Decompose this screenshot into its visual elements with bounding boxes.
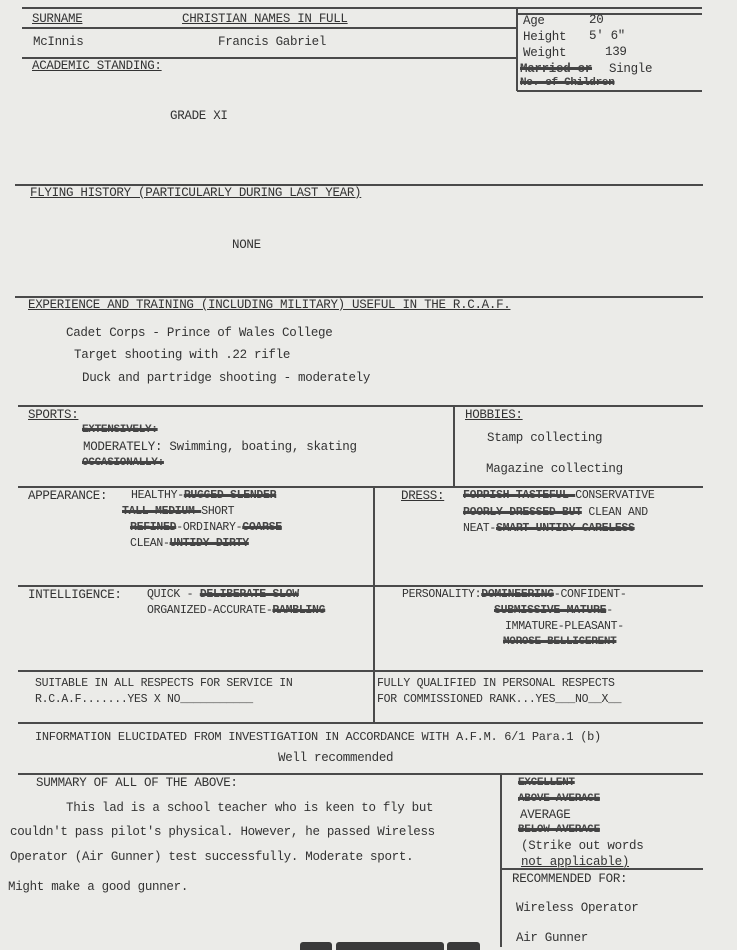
experience-line: Duck and partridge shooting - moderately: [82, 371, 371, 385]
surname-label: SURNAME: [32, 12, 83, 26]
struck-text: DELIBERATE-SLOW: [199, 588, 299, 601]
rule: [18, 670, 703, 672]
flying-value: NONE: [232, 238, 261, 252]
appearance-label: APPEARANCE:: [28, 489, 108, 503]
suitable-line-2: R.C.A.F.......YES X NO___________: [35, 693, 253, 706]
rule: [500, 774, 502, 947]
academic-value: GRADE XI: [170, 109, 228, 123]
dress-line-2: [463, 506, 648, 519]
struck-text: COARSE: [242, 521, 282, 534]
appearance-line-3: [130, 521, 282, 534]
personality-line-2: [494, 604, 613, 617]
recommended-label: RECOMMENDED FOR:: [512, 872, 628, 886]
appearance-line-1: [131, 489, 276, 502]
qualified-line-1: FULLY QUALIFIED IN PERSONAL RESPECTS: [377, 677, 615, 690]
personality-line-4-struck: MOROSE-BELLIGERENT: [503, 636, 617, 648]
age-value: 20: [589, 13, 604, 27]
experience-line: Cadet Corps - Prince of Wales College: [66, 326, 333, 340]
rating-above-average-struck: ABOVE AVERAGE: [518, 793, 600, 805]
christian-names-value: Francis Gabriel: [218, 35, 327, 49]
viewer-toolbar-button[interactable]: [336, 942, 444, 950]
rule: [18, 585, 703, 587]
rule: [517, 13, 702, 15]
personality-line-3: IMMATURE-PLEASANT-: [505, 620, 624, 633]
struck-text: DOMINEERING: [481, 588, 554, 601]
struck-text: UNTIDY-DIRTY: [169, 537, 249, 550]
rating-average: AVERAGE: [520, 808, 571, 822]
dress-label: DRESS:: [401, 489, 445, 503]
struck-text: POORLY DRESSED BUT: [463, 506, 582, 519]
summary-line: couldn't pass pilot's physical. However, he passed Wireless: [10, 825, 435, 839]
struck-text: RUGGED-SLENDER: [183, 489, 277, 502]
sports-occasionally-struck: OCCASIONALLY:: [82, 457, 164, 469]
rating-below-average-struck: BELOW AVERAGE: [518, 824, 600, 836]
children-struck: No. of Children: [520, 77, 615, 89]
rule: [18, 405, 703, 407]
sports-moderately: MODERATELY: Swimming, boating, skating: [83, 440, 357, 454]
personality-line-1: [402, 588, 626, 601]
suitable-line-1: SUITABLE IN ALL RESPECTS FOR SERVICE IN: [35, 677, 293, 690]
sports-extensively-struck: EXTENSIVELY:: [82, 424, 158, 436]
intelligence-organized: ORGANIZED-ACCURATE-: [147, 604, 273, 617]
rating-note: not applicable): [521, 855, 630, 869]
appearance-clean: CLEAN-: [130, 537, 170, 550]
summary-line: Operator (Air Gunner) test successfully. Moderate sport.: [10, 850, 414, 864]
surname-value: McInnis: [33, 35, 84, 49]
hobby-item: Magazine collecting: [486, 462, 623, 476]
recommended-item: Wireless Operator: [516, 901, 639, 915]
rule: [18, 773, 703, 775]
rating-note: (Strike out words: [521, 839, 644, 853]
rule: [517, 90, 702, 92]
recommended-item: Air Gunner: [516, 931, 589, 945]
rule: [18, 722, 703, 724]
appearance-ordinary: -ORDINARY-: [176, 521, 243, 534]
christian-names-label: CHRISTIAN NAMES IN FULL: [182, 12, 348, 26]
weight-value: 139: [605, 45, 627, 59]
weight-label: Weight: [523, 46, 567, 60]
investigation-label: INFORMATION ELUCIDATED FROM INVESTIGATION IN ACCORDANCE WITH A.F.M. 6/1 Para.1 (b): [35, 730, 601, 744]
qualified-line-2: FOR COMMISSIONED RANK...YES___NO__X__: [377, 693, 622, 706]
dress-line-1: [463, 489, 654, 502]
flying-label: FLYING HISTORY (PARTICULARLY DURING LAST YEAR): [30, 186, 362, 200]
appearance-line-4: [130, 537, 249, 550]
struck-text: FOPPISH-TASTEFUL-: [463, 489, 576, 502]
investigation-value: Well recommended: [278, 751, 394, 765]
height-label: Height: [523, 30, 567, 44]
rule: [516, 7, 518, 91]
struck-text: TALL-MEDIUM-: [122, 505, 202, 518]
personality-dash: -: [606, 604, 613, 617]
age-label: Age: [523, 14, 545, 28]
dress-neat: NEAT-: [463, 522, 497, 535]
appearance-short: SHORT: [201, 505, 235, 518]
summary-label: SUMMARY OF ALL OF THE ABOVE:: [36, 776, 238, 790]
married-struck: Married or: [520, 62, 593, 76]
struck-text: REFINED: [130, 521, 177, 534]
intelligence-line-2: [147, 604, 325, 617]
intelligence-label: INTELLIGENCE:: [28, 588, 122, 602]
struck-text: SMART-UNTIDY-CARELESS: [496, 522, 635, 535]
experience-line: Target shooting with .22 rifle: [74, 348, 291, 362]
rule: [453, 405, 455, 487]
dress-clean: CLEAN AND: [581, 506, 648, 519]
height-value: 5' 6": [589, 29, 626, 43]
hobby-item: Stamp collecting: [487, 431, 603, 445]
marital-status: Single: [609, 62, 653, 76]
sports-label: SPORTS:: [28, 408, 79, 422]
personality-confident: -CONFIDENT-: [553, 588, 627, 601]
rule: [22, 27, 517, 29]
hobbies-label: HOBBIES:: [465, 408, 523, 422]
summary-line: Might make a good gunner.: [8, 880, 189, 894]
intelligence-line-1: [147, 588, 299, 601]
dress-line-3: [463, 522, 635, 535]
experience-label: EXPERIENCE AND TRAINING (INCLUDING MILITARY) USEFUL IN THE R.C.A.F.: [28, 298, 511, 312]
academic-label: ACADEMIC STANDING:: [32, 59, 162, 73]
rule: [373, 487, 375, 723]
dress-conservative: CONSERVATIVE: [575, 489, 655, 502]
viewer-toolbar-button[interactable]: [300, 942, 332, 950]
appearance-line-2: [122, 505, 234, 518]
rating-excellent-struck: EXCELLENT: [518, 777, 575, 789]
personality-label: PERSONALITY:: [402, 588, 482, 601]
appearance-healthy: HEALTHY-: [131, 489, 184, 502]
intelligence-quick: QUICK -: [147, 588, 200, 601]
rule: [18, 486, 703, 488]
struck-text: RAMBLING: [272, 604, 326, 617]
rule: [22, 7, 702, 9]
struck-text: SUBMISSIVE-MATURE: [494, 604, 607, 617]
summary-line: This lad is a school teacher who is keen to fly but: [66, 801, 434, 815]
viewer-toolbar-button[interactable]: [447, 942, 480, 950]
